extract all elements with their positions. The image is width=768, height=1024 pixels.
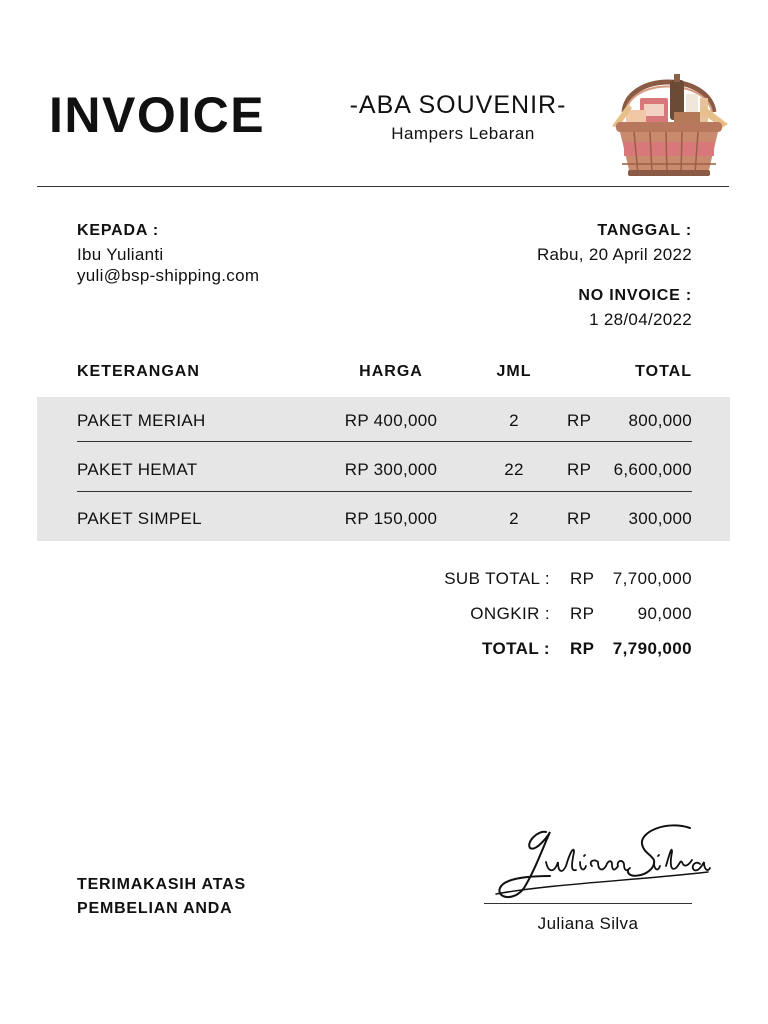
- row-total: 800,000: [628, 411, 692, 430]
- table-row: [37, 495, 730, 543]
- row-total: 6,600,000: [613, 460, 692, 479]
- recipient-email: yuli@bsp-shipping.com: [77, 266, 260, 285]
- shipping-value: 90,000: [637, 604, 692, 623]
- column-header-price: HARGA: [359, 363, 423, 380]
- shipping-currency: RP: [570, 604, 595, 623]
- invoice-number-value: 1 28/04/2022: [589, 310, 692, 329]
- column-header-description: KETERANGAN: [77, 363, 200, 380]
- row-total: 300,000: [628, 509, 692, 528]
- thank-you-line-1: TERIMAKASIH ATAS: [77, 876, 246, 893]
- row-qty: 22: [504, 460, 524, 479]
- subtotal-label: SUB TOTAL :: [444, 569, 550, 588]
- thank-you-line-2: PEMBELIAN ANDA: [77, 900, 233, 917]
- row-qty: 2: [509, 509, 519, 528]
- grand-total-value: 7,790,000: [612, 639, 692, 658]
- recipient-label: KEPADA :: [77, 222, 159, 239]
- date-label: TANGGAL :: [597, 222, 692, 239]
- gift-basket-icon: [604, 66, 734, 182]
- header-divider: [37, 186, 729, 187]
- date-value: Rabu, 20 April 2022: [536, 245, 692, 264]
- grand-total-label: TOTAL :: [482, 639, 550, 658]
- row-qty: 2: [509, 411, 519, 430]
- grand-total-currency: RP: [570, 639, 595, 658]
- row-currency: RP: [567, 411, 592, 430]
- table-row: [37, 446, 730, 494]
- subtotal-value: 7,700,000: [612, 569, 692, 588]
- shipping-label: ONGKIR :: [470, 604, 550, 623]
- subtotal-currency: RP: [570, 569, 595, 588]
- row-price: RP 150,000: [344, 509, 438, 528]
- row-description: PAKET MERIAH: [77, 411, 206, 430]
- brand-name: -ABA SOUVENIR-: [349, 91, 567, 119]
- brand-tagline: Hampers Lebaran: [391, 124, 535, 143]
- table-row: [37, 397, 730, 445]
- column-header-qty: JML: [496, 363, 532, 380]
- row-price: RP 300,000: [344, 460, 438, 479]
- invoice-title: INVOICE: [49, 87, 266, 143]
- thank-you-message: [77, 873, 246, 921]
- row-description: PAKET HEMAT: [77, 460, 198, 479]
- row-description: PAKET SIMPEL: [77, 509, 202, 528]
- recipient-name: Ibu Yulianti: [77, 245, 164, 264]
- column-header-total: TOTAL: [635, 363, 692, 380]
- row-currency: RP: [567, 509, 592, 528]
- row-price: RP 400,000: [344, 411, 438, 430]
- row-currency: RP: [567, 460, 592, 479]
- row-divider: [77, 491, 692, 492]
- row-divider: [77, 441, 692, 442]
- handwritten-signature: [490, 822, 712, 902]
- invoice-number-label: NO INVOICE :: [578, 287, 692, 304]
- signer-name: Juliana Silva: [537, 914, 639, 933]
- signature-line: [484, 903, 692, 904]
